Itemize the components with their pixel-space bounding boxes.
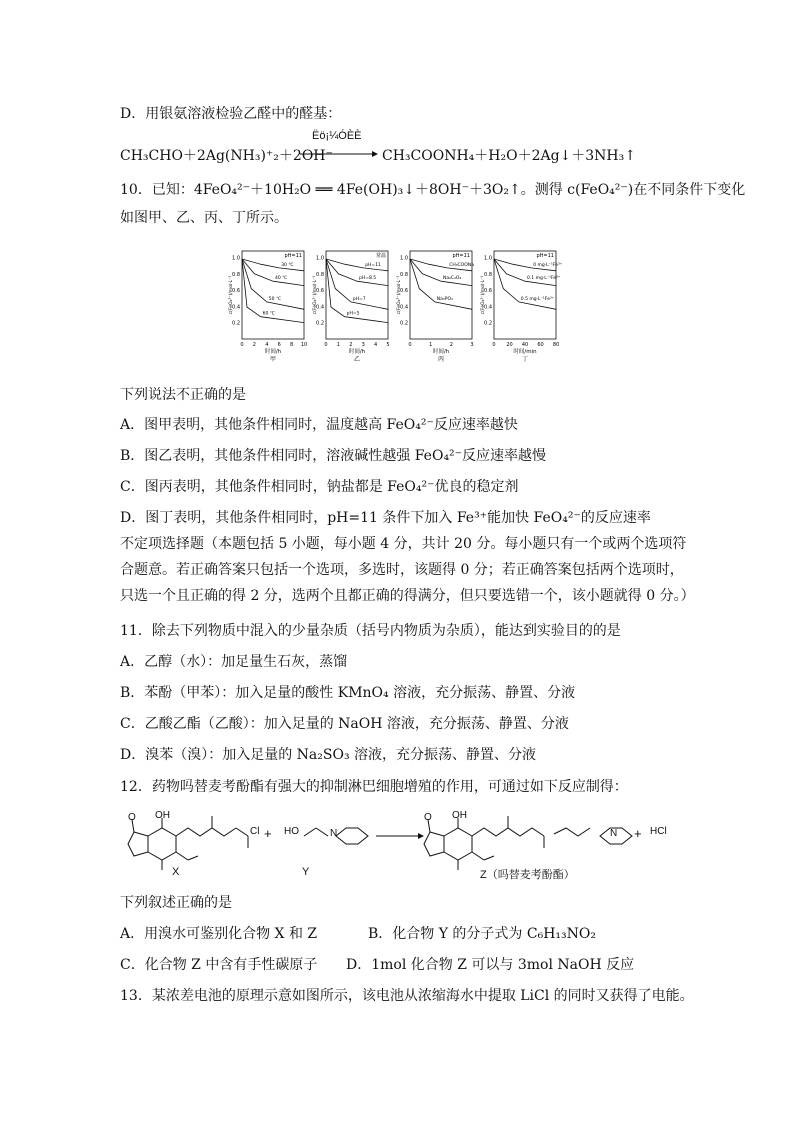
y-tick-0-2: 0.6 — [232, 288, 240, 295]
y-tick-2-0: 0.2 — [400, 320, 408, 327]
z-oh-label: OH — [452, 810, 467, 821]
q10-option-c: C．图丙表明，其他条件相同时，钠盐都是 FeO₄²⁻优良的稳定剂 — [120, 479, 519, 495]
hcl-label: HCl — [650, 826, 667, 837]
x-label-1: 时间/h — [348, 349, 366, 355]
x-tick-0-1: 2 — [252, 342, 256, 348]
series-label-2-1: Na₂C₂O₄ — [443, 276, 462, 282]
q12-option-b: B．化合物 Y 的分子式为 C₆H₁₃NO₂ — [368, 926, 596, 942]
x-tick-1-4: 4 — [374, 342, 378, 348]
y-tick-3-3: 0.8 — [484, 271, 492, 278]
equation-left: CH₃CHO＋2Ag(NH₃)⁺₂＋2OH⁻ — [120, 148, 333, 164]
x-cl-label: Cl — [250, 826, 260, 837]
x-tick-0-2: 4 — [265, 342, 269, 348]
x-tick-2-2: 2 — [449, 342, 453, 348]
series-label-0-3: 60 ℃ — [262, 311, 275, 317]
y-label-0: c(FeO₄²⁻)/mol·L⁻¹ — [229, 275, 234, 315]
x-label: X — [172, 866, 180, 878]
y-tick-0-3: 0.8 — [232, 271, 240, 278]
y-tick-3-4: 1.0 — [484, 255, 492, 262]
reaction-scheme — [118, 808, 678, 880]
z-benzene-ring — [444, 828, 472, 860]
series-label-3-1: 0.1 mg·L⁻¹Fe³⁺ — [527, 276, 561, 282]
section-line1: 不定项选择题（本题包括 5 小题，每小题 4 分，共计 20 分。每小题只有一个或两个选项符 — [120, 536, 687, 552]
q12-option-a: A．用溴水可鉴别化合物 X 和 Z — [120, 926, 318, 942]
x-tick-0-4: 8 — [290, 342, 294, 348]
z-lactone-ring — [424, 832, 444, 856]
q12-option-c: C．化合物 Z 中含有手性碳原子 — [120, 957, 318, 973]
q10-option-a: A．图甲表明，其他条件相同时，温度越高 FeO₄²⁻反应速率越快 — [120, 417, 518, 433]
q10-line2: 如图甲、乙、丙、丁所示。 — [120, 210, 288, 226]
x-oh-label: OH — [155, 810, 170, 821]
q10-option-b: B．图乙表明，其他条件相同时，溶液碱性越强 FeO₄²⁻反应速率越慢 — [120, 448, 547, 464]
x-tick-2-0: 0 — [408, 342, 412, 348]
y-n-label: N — [330, 828, 338, 839]
section-line3: 只选一个且正确的得 2 分，选两个且都正确的得满分，但只要选错一个，该小题就得 0 分。） — [120, 588, 695, 604]
x-lactone-ring — [128, 832, 148, 856]
y-tick-2-4: 1.0 — [400, 255, 408, 262]
series-line-0-1 — [242, 259, 304, 286]
y-tick-3-0: 0.2 — [484, 320, 492, 327]
series-label-0-1: 40 ℃ — [275, 276, 288, 282]
x-tick-3-2: 40 — [521, 342, 529, 348]
y-label-1: c(FeO₄²⁻)/mol·L⁻¹ — [313, 275, 318, 315]
q11-option-c: C．乙酸乙酯（乙酸）：加入足量的 NaOH 溶液，充分振荡、静置、分液 — [120, 716, 569, 732]
q10-line1: 10．已知：4FeO₄²⁻＋10H₂O ══ 4Fe(OH)₃↓＋8OH⁻＋3O₂↑。测得 c(FeO₄²⁻)在不同条件下变化 — [120, 182, 746, 198]
x-tick-3-4: 80 — [552, 342, 560, 348]
series-label-1-1: pH=8.5 — [359, 276, 377, 282]
q12-stem2: 下列叙述正确的是 — [120, 895, 232, 911]
q11-option-a: A．乙醇（水）：加足量生石灰，蒸馏 — [120, 654, 348, 670]
y-tick-3-2: 0.6 — [484, 288, 492, 295]
y-tick-1-0: 0.2 — [316, 320, 324, 327]
y-tick-3-1: 0.4 — [484, 304, 492, 311]
reaction-arrow — [298, 130, 380, 160]
x-tick-3-3: 60 — [537, 342, 544, 348]
series-label-1-2: pH=7 — [352, 296, 366, 302]
x-label-2: 时间/h — [432, 349, 450, 355]
morpholine-ring-y — [336, 828, 368, 844]
q13-stem: 13．某浓差电池的原理示意如图所示，该电池从浓缩海水中提取 LiCl 的同时又获得了电能。 — [120, 988, 694, 1004]
q12-stem: 12．药物吗替麦考酚酯有强大的抑制淋巴细胞增殖的作用，可通过如下反应制得： — [120, 779, 628, 795]
x-benzene-ring — [148, 828, 176, 860]
x-tick-1-0: 0 — [324, 342, 328, 348]
y-tick-2-1: 0.4 — [400, 304, 408, 311]
y-tick-1-3: 0.8 — [316, 271, 324, 278]
q10-stem: 下列说法不正确的是 — [120, 387, 246, 403]
y-label: Y — [302, 866, 310, 878]
chart-note-2: pH=11 — [452, 253, 470, 259]
charts-panel — [228, 243, 568, 363]
x-tick-3-0: 0 — [492, 342, 496, 348]
chart-note-3: pH=11 — [536, 253, 554, 259]
x-tick-1-2: 2 — [349, 342, 353, 348]
x-tick-1-1: 1 — [336, 342, 340, 348]
x-tick-0-3: 6 — [277, 342, 281, 348]
chart-note-0: pH=11 — [284, 253, 302, 259]
section-line2: 合题意。若正确答案只包括一个选项，多选时，该题得 0 分；若正确答案包括两个选项时， — [120, 562, 684, 578]
plus-sign-2: + — [634, 826, 642, 841]
series-label-3-0: 0 mg·L⁻¹Fe³⁺ — [533, 262, 563, 268]
q11-stem: 11．除去下列物质中混入的少量杂质（括号内物质为杂质），能达到实验目的的是 — [120, 623, 621, 639]
x-label-0: 时间/h — [264, 349, 282, 355]
chart-caption-2: 丙 — [437, 356, 445, 363]
z-n-label: N — [610, 828, 618, 839]
y-tick-2-2: 0.6 — [400, 288, 408, 295]
q12-option-d: D．1mol 化合物 Z 可以与 3mol NaOH 反应 — [346, 957, 635, 973]
arrow-icon — [298, 130, 380, 160]
y-tick-0-4: 1.0 — [232, 255, 240, 262]
z-label: Z（吗替麦考酚酯） — [480, 869, 575, 881]
chart-caption-1: 乙 — [353, 356, 361, 363]
series-label-1-3: pH=5 — [346, 311, 360, 317]
x-tick-1-5: 5 — [386, 342, 390, 348]
series-label-3-2: 0.5 mg·L⁻¹Fe³⁺ — [520, 296, 555, 302]
q10-option-d: D．图丁表明，其他条件相同时，pH=11 条件下加入 Fe³⁺能加快 FeO₄²⁻的反应速率 — [120, 510, 651, 526]
y-label-3: c(FeO₄²⁻)/mol·L⁻¹ — [481, 275, 486, 315]
x-tick-0-0: 0 — [240, 342, 244, 348]
option-d-text: D．用银氨溶液检验乙醛中的醛基： — [120, 106, 342, 122]
chart-caption-3: 丁 — [521, 356, 529, 363]
q11-option-b: B．苯酚（甲苯）：加入足量的酸性 KMnO₄ 溶液，充分振荡、静置、分液 — [120, 685, 576, 701]
x-tick-2-3: 3 — [470, 342, 474, 348]
equation-right: CH₃COONH₄＋H₂O＋2Ag↓＋3NH₃↑ — [382, 148, 636, 164]
chart-frame-0 — [242, 251, 304, 339]
series-label-0-2: 50 ℃ — [268, 296, 282, 302]
y-tick-0-0: 0.2 — [232, 320, 240, 327]
x-o-label: O — [128, 812, 136, 823]
y-tick-1-4: 1.0 — [316, 255, 324, 262]
chart-caption-0: 甲 — [269, 356, 277, 363]
x-tick-0-5: 10 — [300, 342, 308, 348]
y-label-2: c(FeO₄²⁻)/mol·L⁻¹ — [397, 275, 402, 315]
arrow-head — [418, 833, 424, 839]
series-line-0-0 — [242, 259, 304, 271]
series-label-2-2: Na₃PO₄ — [436, 296, 453, 302]
x-tick-2-1: 1 — [429, 342, 433, 348]
y-tick-1-1: 0.4 — [316, 304, 324, 311]
arrow-label: Ëö¡¼ÓÈÈ — [312, 130, 362, 142]
z-o-label: O — [424, 812, 432, 823]
q11-option-d: D．溴苯（溴）：加入足量的 Na₂SO₃ 溶液，充分振荡、静置、分液 — [120, 747, 537, 763]
y-tick-0-1: 0.4 — [232, 304, 240, 311]
y-tick-1-2: 0.6 — [316, 288, 324, 295]
series-label-0-0: 30 ℃ — [281, 262, 294, 268]
plus-sign: + — [264, 826, 272, 841]
series-label-1-0: pH=11 — [365, 262, 381, 268]
x-tick-1-3: 3 — [361, 342, 365, 348]
series-label-2-0: CH₃COONa — [449, 262, 474, 268]
x-tick-3-1: 20 — [506, 342, 513, 348]
y-tick-2-3: 0.8 — [400, 271, 408, 278]
x-label-3: 时间/min — [513, 349, 537, 355]
y-ho-label: HO — [284, 826, 299, 837]
chart-note-1: 常温 — [375, 253, 386, 259]
